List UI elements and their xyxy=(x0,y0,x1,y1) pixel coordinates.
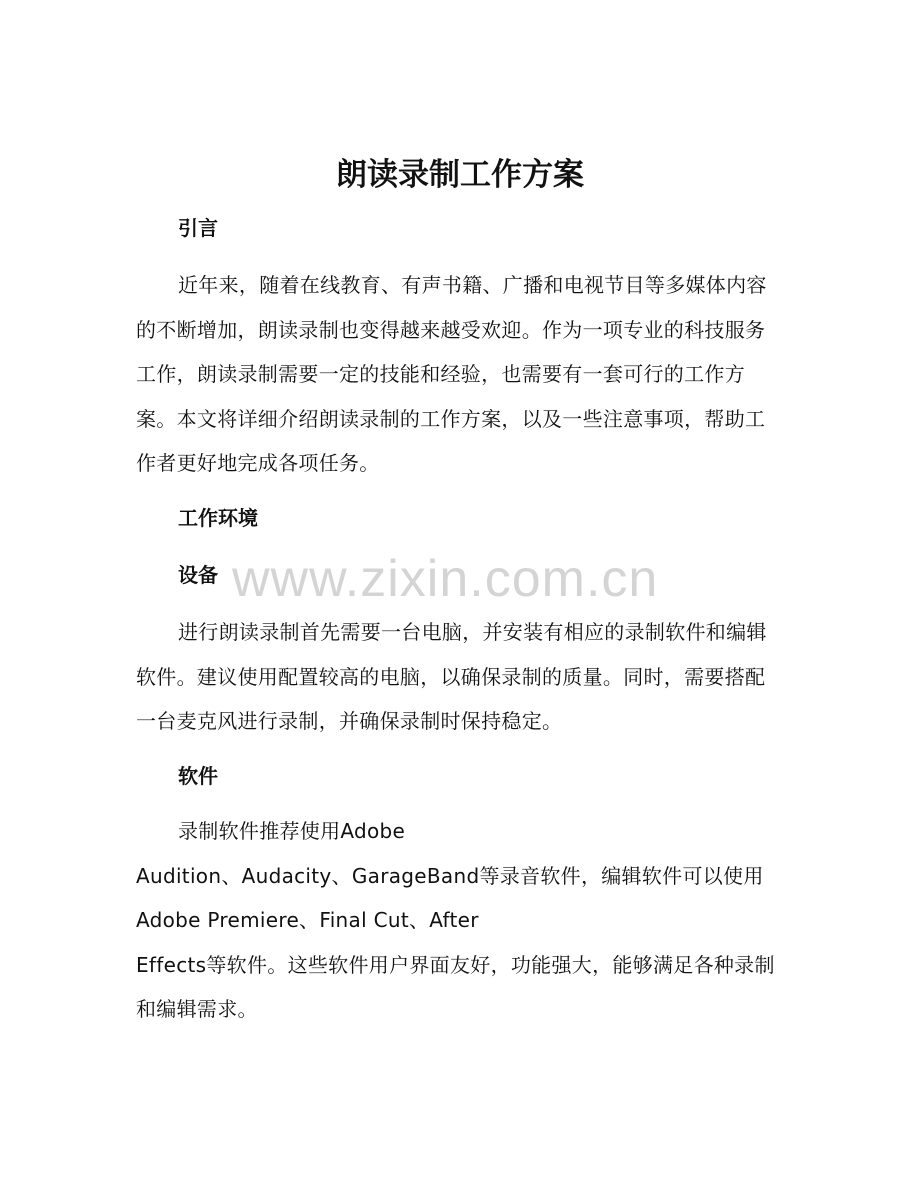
paragraph-intro: 近年来，随着在线教育、有声书籍、广播和电视节目等多媒体内容的不断增加，朗读录制也变得越来越受欢迎。作为一项专业的科技服务工作，朗读录制需要一定的技能和经验，也需要有一套可行的工作方案。本文将详细介绍朗读录制的工作方案，以及一些注意事项，帮助工作者更好地完成各项任务。 xyxy=(136,273,767,476)
paragraph-software-line-3: Effects等软件。这些软件用户界面友好，功能强大，能够满足各种录制和编辑需求。 xyxy=(136,952,775,1022)
paragraph-software-line-1: 录制软件推荐使用Adobe xyxy=(178,819,406,843)
document-title: 朗读录制工作方案 xyxy=(336,157,584,193)
heading-work-environment: 工作环境 xyxy=(178,506,258,530)
heading-software: 软件 xyxy=(178,764,218,788)
heading-equipment: 设备 xyxy=(178,563,218,587)
heading-intro: 引言 xyxy=(178,216,218,240)
watermark: www.zixin.com.cn xyxy=(232,550,659,608)
paragraph-equipment: 进行朗读录制首先需要一台电脑，并安装有相应的录制软件和编辑软件。建议使用配置较高的电脑，以确保录制的质量。同时，需要搭配一台麦克风进行录制，并确保录制时保持稳定。 xyxy=(136,620,767,734)
paragraph-software xyxy=(136,809,776,1032)
paragraph-software-line-2: Audition、Audacity、GarageBand等录音软件，编辑软件可以使用Adobe Premiere、Final Cut、After xyxy=(136,863,764,933)
